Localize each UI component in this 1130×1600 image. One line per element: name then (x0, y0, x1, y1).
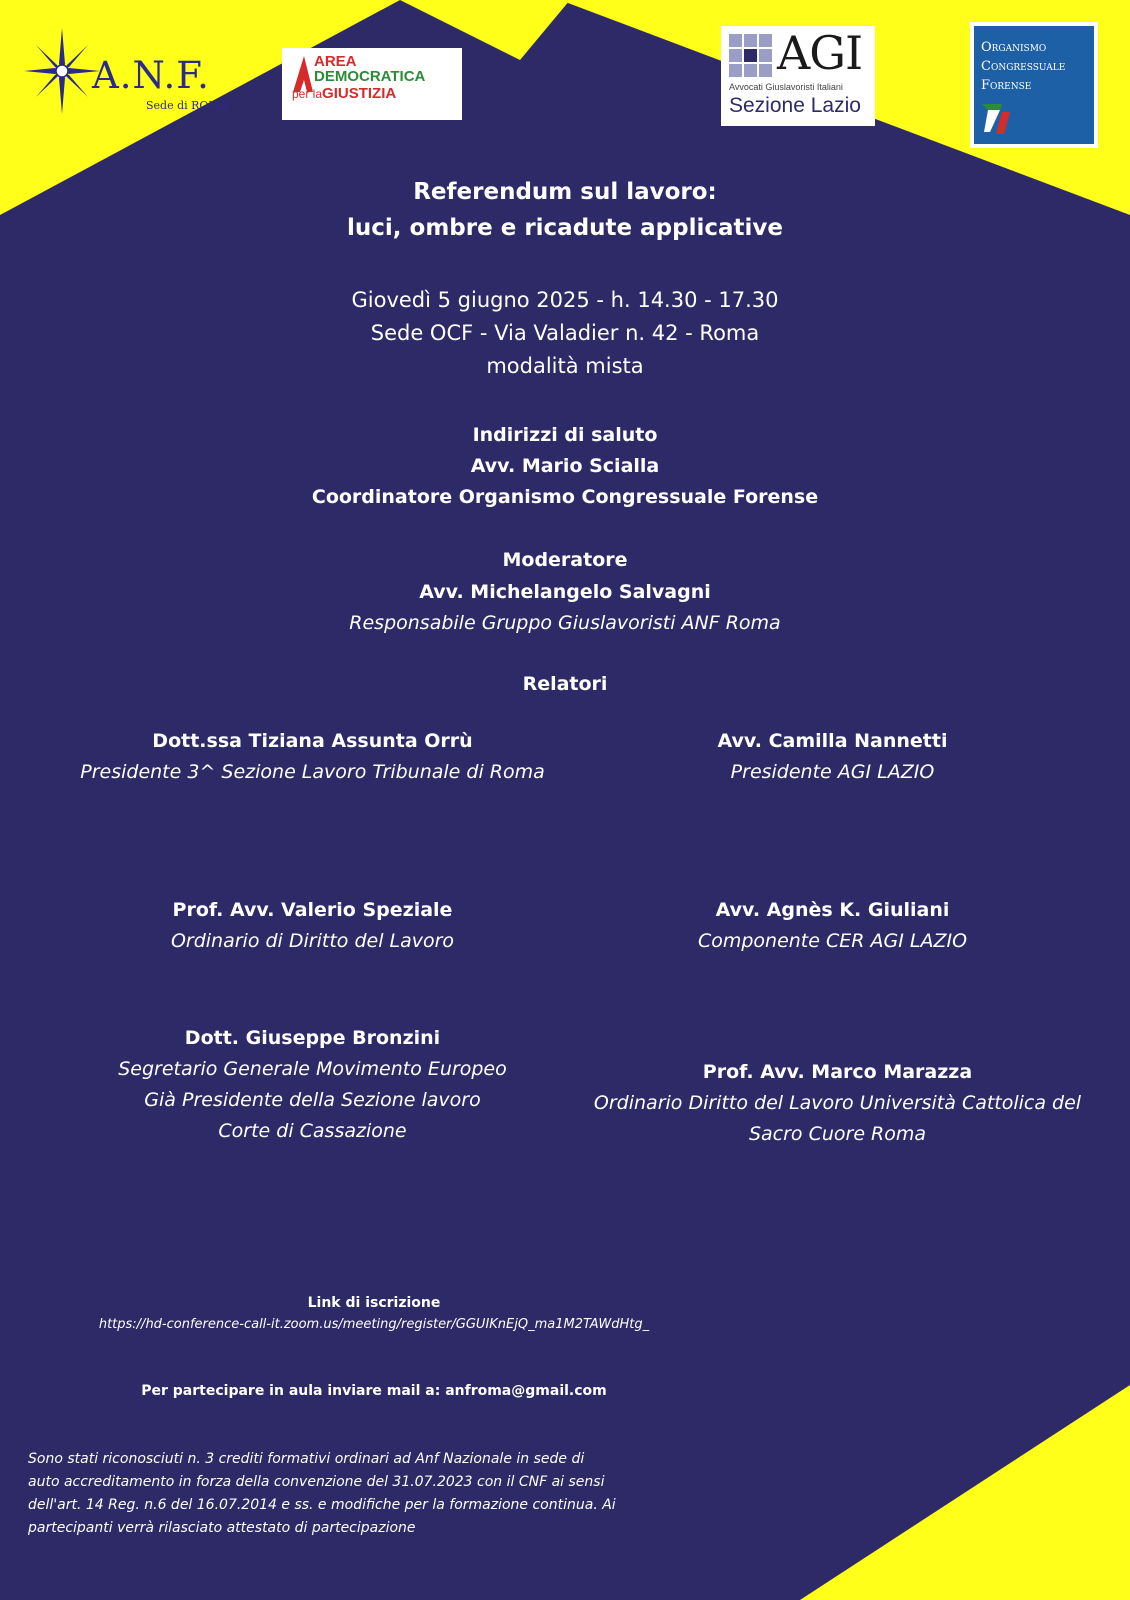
event-date: Giovedì 5 giugno 2025 - h. 14.30 - 17.30 (351, 288, 779, 312)
speaker-role: Ordinario di Diritto del Lavoro (170, 930, 455, 952)
moderator-role: Responsabile Gruppo Giuslavoristi ANF Roma (349, 612, 781, 634)
moderator-heading: Moderatore (502, 549, 628, 571)
anf-logo (22, 26, 237, 116)
area-line3-main: GIUSTIZIA (322, 85, 397, 102)
speaker-giuliani (600, 895, 1065, 957)
greetings-role: Coordinatore Organismo Congressuale Forense (311, 486, 819, 508)
agi-section: Sezione Lazio (729, 94, 861, 117)
credits-note (28, 1448, 678, 1540)
speaker-role-line-1: Segretario Generale Movimento Europeo (118, 1058, 507, 1080)
registration-link[interactable]: https://hd-conference-call-it.zoom.us/meeting/register/GGUIKnEjQ_ma1M2TAWdHtg_ (98, 1317, 650, 1332)
anf-subtitle: Sede di ROMA (146, 99, 228, 112)
greetings-heading: Indirizzi di saluto (472, 424, 658, 446)
speaker-nannetti (600, 726, 1065, 788)
ocf-flag-mark-icon (980, 102, 1014, 136)
speakers-heading: Relatori (522, 673, 608, 695)
speaker-role: Presidente AGI LAZIO (730, 761, 935, 783)
agi-subtitle: Avvocati Giuslavoristi Italiani (729, 82, 843, 92)
agi-logo (721, 26, 875, 126)
speaker-role-line-3: Corte di Cassazione (218, 1120, 407, 1142)
area-line2: DEMOCRATICA (314, 68, 426, 85)
speaker-role-line-2: Già Presidente della Sezione lavoro (144, 1089, 481, 1111)
speaker-name: Dott.ssa Tiziana Assunta Orrù (152, 730, 473, 752)
ocf-box (974, 26, 1094, 144)
ocf-line2: Congressuale (981, 59, 1066, 74)
speaker-name: Prof. Avv. Marco Marazza (702, 1061, 973, 1083)
area-line3 (292, 86, 396, 102)
speaker-marazza (570, 1057, 1105, 1150)
ocf-line3: Forense (981, 78, 1032, 93)
speaker-name: Prof. Avv. Valerio Speziale (172, 899, 453, 921)
speaker-role-line-2: Sacro Cuore Roma (748, 1123, 927, 1145)
speaker-bronzini (40, 1023, 585, 1147)
speaker-name: Avv. Agnès K. Giuliani (715, 899, 950, 921)
anf-mark: A.N.F. (92, 54, 210, 97)
event-mode: modalità mista (486, 354, 644, 378)
credits-line-3: dell'art. 14 Reg. n.6 del 16.07.2014 e ss. e modifiche per la formazione continua. Ai (28, 1497, 616, 1513)
speaker-orru (40, 726, 585, 788)
area-democratica-logo (282, 48, 462, 120)
ocf-line1: Organismo (981, 40, 1047, 55)
speaker-role: Presidente 3^ Sezione Lavoro Tribunale di Roma (80, 761, 545, 783)
title-line-1: Referendum sul lavoro: (413, 179, 717, 205)
ocf-logo (970, 22, 1098, 148)
title-line-2: luci, ombre e ricadute applicative (347, 215, 783, 241)
credits-line-2: auto accreditamento in forza della convenzione del 31.07.2023 con il CNF ai sensi (28, 1474, 605, 1490)
speaker-role: Componente CER AGI LAZIO (697, 930, 968, 952)
moderator-name: Avv. Michelangelo Salvagni (419, 581, 711, 603)
agi-grid-icon (729, 34, 773, 78)
attendance-note: Per partecipare in aula inviare mail a: anfroma@gmail.com (141, 1383, 607, 1399)
anf-star-icon (22, 26, 102, 116)
speaker-name: Avv. Camilla Nannetti (717, 730, 948, 752)
area-line3-prefix: per la (292, 87, 323, 101)
speaker-name: Dott. Giuseppe Bronzini (184, 1027, 441, 1049)
registration-heading: Link di iscrizione (307, 1295, 441, 1311)
credits-line-4: partecipanti verrà rilasciato attestato di partecipazione (28, 1520, 416, 1536)
greetings-name: Avv. Mario Scialla (470, 455, 660, 477)
speaker-role-line-1: Ordinario Diritto del Lavoro Università Cattolica del (593, 1092, 1082, 1114)
agi-mark: AGI (777, 26, 863, 80)
credits-line-1: Sono stati riconosciuti n. 3 crediti formativi ordinari ad Anf Nazionale in sede di (28, 1451, 585, 1467)
event-place: Sede OCF - Via Valadier n. 42 - Roma (370, 321, 760, 345)
area-line1: AREA (314, 53, 357, 70)
speaker-speziale (40, 895, 585, 957)
